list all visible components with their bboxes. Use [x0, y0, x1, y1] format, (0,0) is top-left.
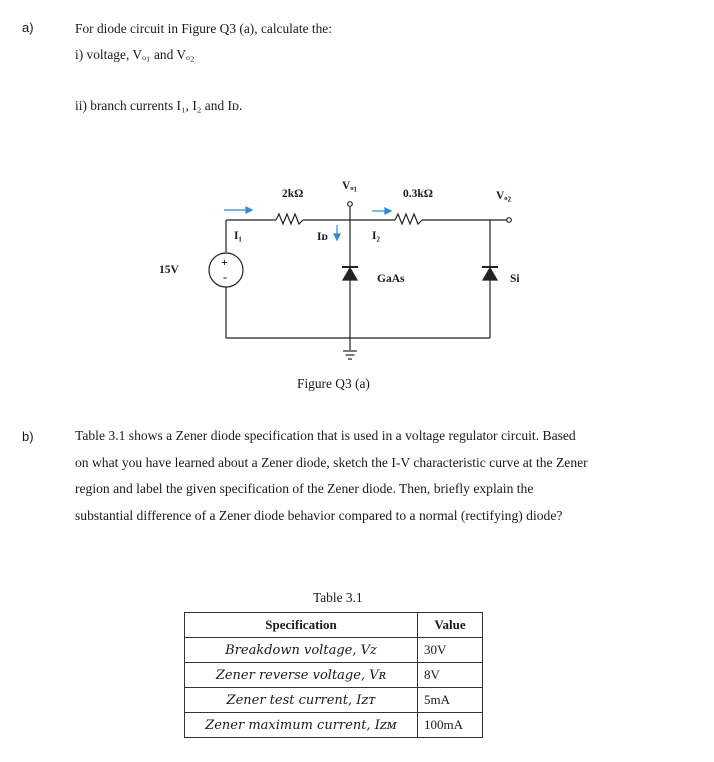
table-caption: Table 3.1: [313, 590, 363, 605]
row-1-spec: Breakdown voltage, Vz: [185, 638, 418, 663]
vo2-terminal: [507, 218, 512, 223]
table-row: [185, 638, 483, 663]
question-a-label: a): [22, 20, 34, 35]
header-value: Value: [418, 613, 483, 638]
row-3-value: 5mA: [418, 688, 483, 713]
diode-si-body: [483, 268, 497, 280]
diode-si-label: Si: [510, 273, 520, 285]
question-b-text: [75, 423, 655, 529]
row-2-spec: Zener reverse voltage, Vʀ: [185, 663, 418, 688]
figure-caption: Figure Q3 (a): [297, 376, 370, 391]
vo2-label: Vₒ₂: [496, 190, 512, 202]
row-1-value: 30V: [418, 638, 483, 663]
question-b-line-1: Table 3.1 shows a Zener diode specification that is used in a voltage regulator circuit. Based: [75, 428, 576, 443]
source-plus-sign: +: [221, 255, 228, 269]
id-label: Iᴅ: [317, 231, 329, 243]
question-b-label: b): [22, 429, 34, 444]
table-header-row: [185, 613, 483, 638]
source-minus-sign: -: [223, 270, 227, 284]
table-row: [185, 663, 483, 688]
diode-gaas-label: GaAs: [377, 273, 405, 285]
resistor-r1: [276, 214, 303, 224]
arrow-i1-head: [246, 207, 252, 213]
row-3-spec: Zener test current, Iᴢᴛ: [185, 688, 418, 713]
vo1-terminal: [348, 202, 353, 207]
spec-table: [184, 612, 483, 738]
i2-label: I₂: [372, 230, 380, 242]
table-row: [185, 688, 483, 713]
arrow-i2-head: [385, 208, 391, 214]
table-row: [185, 713, 483, 738]
row-4-spec: Zener maximum current, Iᴢᴍ: [185, 713, 418, 738]
i1-label: I₁: [234, 230, 242, 242]
diode-gaas-body: [343, 268, 357, 280]
resistor-r2-label: 0.3kΩ: [403, 188, 433, 200]
row-2-value: 8V: [418, 663, 483, 688]
question-a-item-1: i) voltage, Vₒ₁ and Vₒ₂: [75, 47, 195, 62]
question-b-line-3: region and label the given specification of the Zener diode. Then, briefly explain the: [75, 481, 534, 496]
resistor-r2: [395, 214, 422, 224]
question-b-line-2: on what you have learned about a Zener diode, sketch the I-V characteristic curve at the Zener: [75, 454, 588, 470]
arrow-id-head: [334, 234, 340, 240]
header-specification: Specification: [185, 613, 418, 638]
source-voltage-label: 15V: [159, 264, 179, 276]
question-a-intro: For diode circuit in Figure Q3 (a), calculate the:: [75, 21, 332, 36]
question-a-item-2: ii) branch currents I₁, I₂ and Iᴅ.: [75, 98, 243, 113]
question-b-line-4: substantial difference of a Zener diode behavior compared to a normal (rectifying) diode?: [75, 507, 563, 523]
resistor-r1-label: 2kΩ: [282, 188, 304, 200]
vo1-label: Vₒ₁: [342, 180, 358, 192]
row-4-value: 100mA: [418, 713, 483, 738]
